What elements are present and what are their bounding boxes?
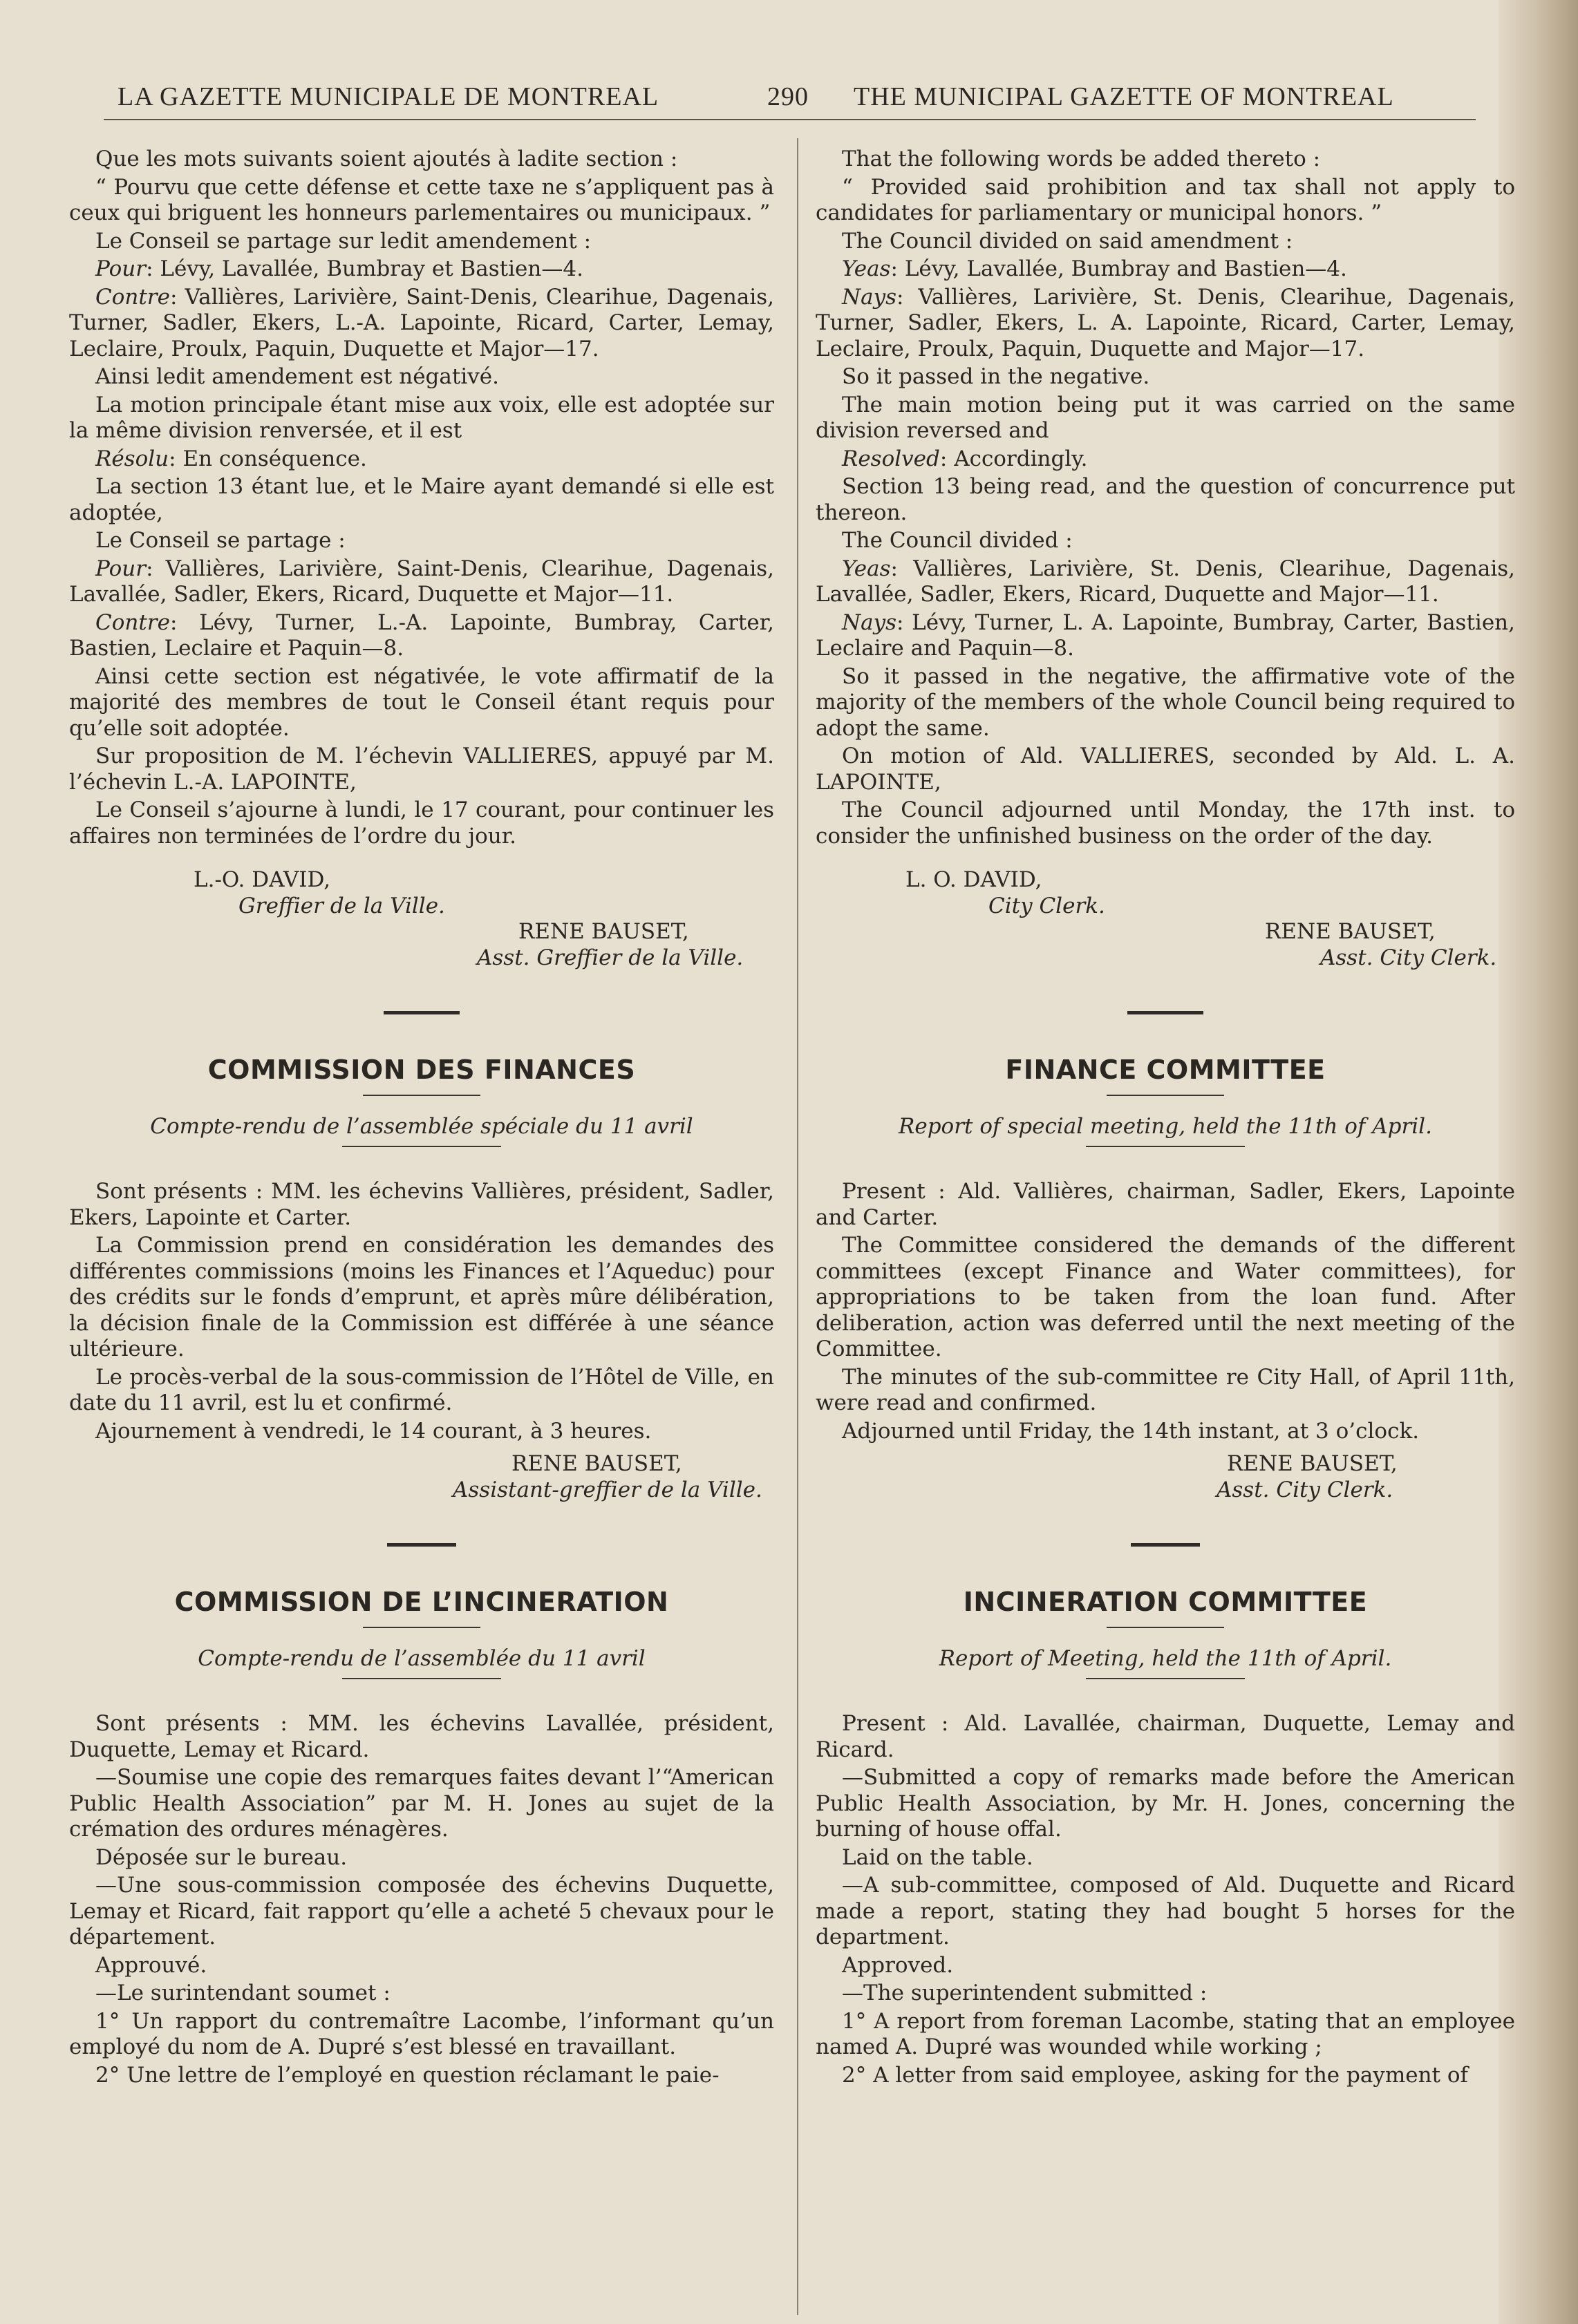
vote-text: : Lévy, Turner, L. A. Lapointe, Bumbray, Carter, Bastien, Leclaire and Paquin—8.: [816, 610, 1515, 661]
resolution-label: Resolved: [842, 446, 940, 471]
paragraph: Le Conseil s’ajourne à lundi, le 17 courant, pour continuer les affaires non terminées de l’ordre du jour.: [69, 797, 774, 849]
subtitle-rule: [342, 1678, 501, 1679]
section-title: COMMISSION DES FINANCES: [207, 1055, 636, 1085]
subtitle-rule: [1086, 1678, 1245, 1679]
paragraph: Approuvé.: [95, 1952, 207, 1978]
vote-yeas: [816, 256, 1515, 283]
paragraph: Present : Ald. Vallières, chairman, Sadler, Ekers, Lapointe and Carter.: [816, 1179, 1515, 1230]
paragraph: —Submitted a copy of remarks made before the American Public Health Association, by Mr. H. Jones, concerning the burning of house offal.: [816, 1765, 1515, 1842]
paragraph: Ainsi ledit amendement est négativé.: [95, 364, 499, 389]
signature-role: Assistant-greffier de la Ville.: [453, 1477, 762, 1502]
paragraph: —The superintendent submitted :: [842, 1981, 1208, 2005]
vote-text: : Lévy, Lavallée, Bumbray and Bastien—4.: [890, 256, 1347, 281]
title-rule: [363, 1095, 480, 1096]
french-column: [69, 147, 774, 2090]
vote-label: Pour: [95, 556, 147, 581]
vote-contre: [69, 285, 774, 363]
vote-nays: [816, 610, 1515, 662]
vote-label: Yeas: [842, 256, 891, 281]
signature-name: L.-O. DAVID,: [194, 867, 331, 892]
paragraph: Ajournement à vendredi, le 14 courant, à 3 heures.: [95, 1418, 652, 1444]
title-rule: [1107, 1095, 1224, 1096]
vote-text: : Vallières, Larivière, Saint-Denis, Clearihue, Dagenais, Lavallée, Sadler, Ekers, Ricard, Duquette et Major—11.: [69, 556, 774, 607]
paragraph: La Commission prend en considération les demandes des différentes commissions (moins les Finances et l’Aqueduc) pour des crédits sur le fonds d’emprunt, et après mûre délibération, la décision finale de la Commission est différée à une séance ultérieure.: [69, 1233, 774, 1361]
resolution: [816, 446, 1515, 473]
section-separator: [387, 1543, 456, 1547]
paragraph: The main motion being put it was carried on the same division reversed and: [816, 392, 1515, 443]
paragraph: Le Conseil se partage :: [95, 528, 346, 553]
title-rule: [1107, 1627, 1224, 1628]
paragraph: La motion principale étant mise aux voix, elle est adoptée sur la même division renversée, et il est: [69, 392, 774, 443]
english-column: [816, 147, 1515, 2090]
vote-label: Nays: [842, 610, 897, 635]
signature-name: L. O. DAVID,: [905, 867, 1042, 892]
section-title: COMMISSION DE L’INCINERATION: [174, 1587, 669, 1617]
paragraph: “ Pourvu que cette défense et cette taxe ne s’appliquent pas à ceux qui briguent les honneurs parlementaires ou municipaux. ”: [69, 174, 774, 225]
signature-name: RENE BAUSET,: [1227, 1451, 1398, 1476]
header-title-french: LA GAZETTE MUNICIPALE DE MONTREAL: [118, 82, 659, 111]
paragraph: 2° A letter from said employee, asking for the payment of: [842, 2062, 1468, 2088]
header-rule: [104, 119, 1476, 120]
paragraph: Section 13 being read, and the question of concurrence put thereon.: [816, 474, 1515, 525]
paragraph: The Committee considered the demands of the different committees (except Finance and Water committees), for appropriations to be taken from the loan fund. After deliberation, action was deferred until the next meeting of the Committee.: [816, 1233, 1515, 1361]
section-subtitle: Report of Meeting, held the 11th of April.: [939, 1646, 1392, 1671]
paragraph: “ Provided said prohibition and tax shall not apply to candidates for parliamentary or municipal honors. ”: [816, 174, 1515, 225]
paragraph: —Le surintendant soumet :: [95, 1981, 391, 2005]
paragraph: Ainsi cette section est négativée, le vote affirmatif de la majorité des membres de tout le Conseil étant requis pour qu’elle soit adoptée.: [69, 663, 774, 741]
paragraph: That the following words be added thereto :: [842, 147, 1321, 171]
vote-pour: [69, 556, 774, 608]
header-title-english: THE MUNICIPAL GAZETTE OF MONTREAL: [854, 82, 1394, 111]
page-header: [118, 82, 1462, 123]
signature-role: Asst. Greffier de la Ville.: [477, 945, 744, 970]
paragraph: Sont présents : MM. les échevins Vallières, président, Sadler, Ekers, Lapointe et Carter.: [69, 1179, 774, 1230]
vote-label: Pour: [95, 256, 147, 281]
paragraph: 1° Un rapport du contremaître Lacombe, l’informant qu’un employé du nom de A. Dupré s’est blessé en travaillant.: [69, 2008, 774, 2059]
paragraph: 2° Une lettre de l’employé en question réclamant le paie-: [95, 2062, 720, 2088]
vote-nays: [816, 285, 1515, 363]
vote-label: Yeas: [842, 556, 891, 581]
column-divider: [797, 138, 798, 2315]
resolution: [69, 446, 774, 473]
paragraph: Laid on the table.: [842, 1844, 1033, 1870]
signature-name: RENE BAUSET,: [511, 1451, 682, 1476]
paragraph: The Council adjourned until Monday, the 17th inst. to consider the unfinished business on the order of the day.: [816, 797, 1515, 849]
paragraph: —A sub-committee, composed of Ald. Duquette and Ricard made a report, stating they had bought 5 horses for the department.: [816, 1873, 1515, 1949]
vote-text: : Vallières, Larivière, St. Denis, Clearihue, Dagenais, Lavallée, Sadler, Ekers, Ricard, Duquette and Major—11.: [816, 556, 1515, 607]
signature-role: Asst. City Clerk.: [1320, 945, 1497, 970]
paragraph: —Une sous-commission composée des échevins Duquette, Lemay et Ricard, fait rapport qu’elle a acheté 5 chevaux pour le département.: [69, 1873, 774, 1949]
signature-role: Greffier de la Ville.: [238, 893, 445, 918]
resolution-text: : En conséquence.: [169, 446, 367, 471]
paragraph: Le Conseil se partage sur ledit amendement :: [95, 228, 592, 254]
section-title: INCINERATION COMMITTEE: [963, 1587, 1368, 1617]
paragraph: The minutes of the sub-committee re City Hall, of April 11th, were read and confirmed.: [816, 1364, 1515, 1415]
vote-text: : Vallières, Larivière, Saint-Denis, Clearihue, Dagenais, Turner, Sadler, Ekers, L.-A. Lapointe, Ricard, Carter, Lemay, Leclaire, Proulx, Paquin, Duquette et Major—17.: [69, 284, 774, 361]
subtitle-rule: [1086, 1146, 1245, 1147]
vote-text: : Vallières, Larivière, St. Denis, Clearihue, Dagenais, Turner, Sadler, Ekers, L. A. Lapointe, Ricard, Carter, Lemay, Leclaire, Proulx, Paquin, Duquette and Major—17.: [816, 284, 1515, 361]
section-title: FINANCE COMMITTEE: [1005, 1055, 1326, 1085]
vote-label: Contre: [95, 610, 170, 635]
paragraph: So it passed in the negative.: [842, 364, 1150, 389]
resolution-label: Résolu: [95, 446, 169, 471]
resolution-text: : Accordingly.: [939, 446, 1088, 471]
paragraph: —Soumise une copie des remarques faites devant l’“American Public Health Association” par M. H. Jones au sujet de la crémation des ordures ménagères.: [69, 1765, 774, 1842]
vote-label: Nays: [842, 284, 897, 310]
paragraph: Sur proposition de M. l’échevin VALLIERES, appuyé par M. l’échevin L.-A. LAPOINTE,: [69, 744, 774, 795]
paragraph: 1° A report from foreman Lacombe, stating that an employee named A. Dupré was wounded while working ;: [816, 2008, 1515, 2059]
vote-yeas: [816, 556, 1515, 608]
section-subtitle: Report of special meeting, held the 11th of April.: [899, 1114, 1432, 1139]
title-rule: [363, 1627, 480, 1628]
vote-text: : Lévy, Turner, L.-A. Lapointe, Bumbray, Carter, Bastien, Leclaire et Paquin—8.: [69, 610, 774, 661]
paragraph: Que les mots suivants soient ajoutés à ladite section :: [95, 147, 678, 171]
vote-label: Contre: [95, 284, 170, 310]
paragraph: On motion of Ald. VALLIERES, seconded by Ald. L. A. LAPOINTE,: [816, 744, 1515, 795]
paragraph: Déposée sur le bureau.: [95, 1844, 348, 1870]
signature-role: Asst. City Clerk.: [1217, 1477, 1393, 1502]
paragraph: So it passed in the negative, the affirmative vote of the majority of the members of the whole Council being required to adopt the same.: [816, 663, 1515, 741]
signature-name: RENE BAUSET,: [1265, 919, 1436, 944]
section-subtitle: Compte-rendu de l’assemblée spéciale du 11 avril: [150, 1114, 693, 1139]
section-subtitle: Compte-rendu de l’assemblée du 11 avril: [198, 1646, 646, 1671]
section-separator: [384, 1011, 460, 1014]
paragraph: Sont présents : MM. les échevins Lavallée, président, Duquette, Lemay et Ricard.: [69, 1711, 774, 1762]
subtitle-rule: [342, 1146, 501, 1147]
section-separator: [1131, 1543, 1200, 1547]
signature-role: City Clerk.: [988, 893, 1105, 918]
section-separator: [1127, 1011, 1203, 1014]
vote-pour: [69, 256, 774, 283]
vote-text: : Lévy, Lavallée, Bumbray et Bastien—4.: [146, 256, 583, 281]
paragraph: Le procès-verbal de la sous-commission de l’Hôtel de Ville, en date du 11 avril, est lu et confirmé.: [69, 1364, 774, 1415]
paragraph: Present : Ald. Lavallée, chairman, Duquette, Lemay and Ricard.: [816, 1711, 1515, 1762]
paragraph: La section 13 étant lue, et le Maire ayant demandé si elle est adoptée,: [69, 474, 774, 525]
paragraph: Adjourned until Friday, the 14th instant, at 3 o’clock.: [842, 1418, 1420, 1444]
paragraph: The Council divided :: [842, 528, 1073, 553]
paragraph: Approved.: [842, 1952, 954, 1978]
paragraph: The Council divided on said amendment :: [842, 228, 1293, 254]
page-number: 290: [767, 82, 809, 111]
signature-name: RENE BAUSET,: [518, 919, 689, 944]
vote-contre: [69, 610, 774, 662]
